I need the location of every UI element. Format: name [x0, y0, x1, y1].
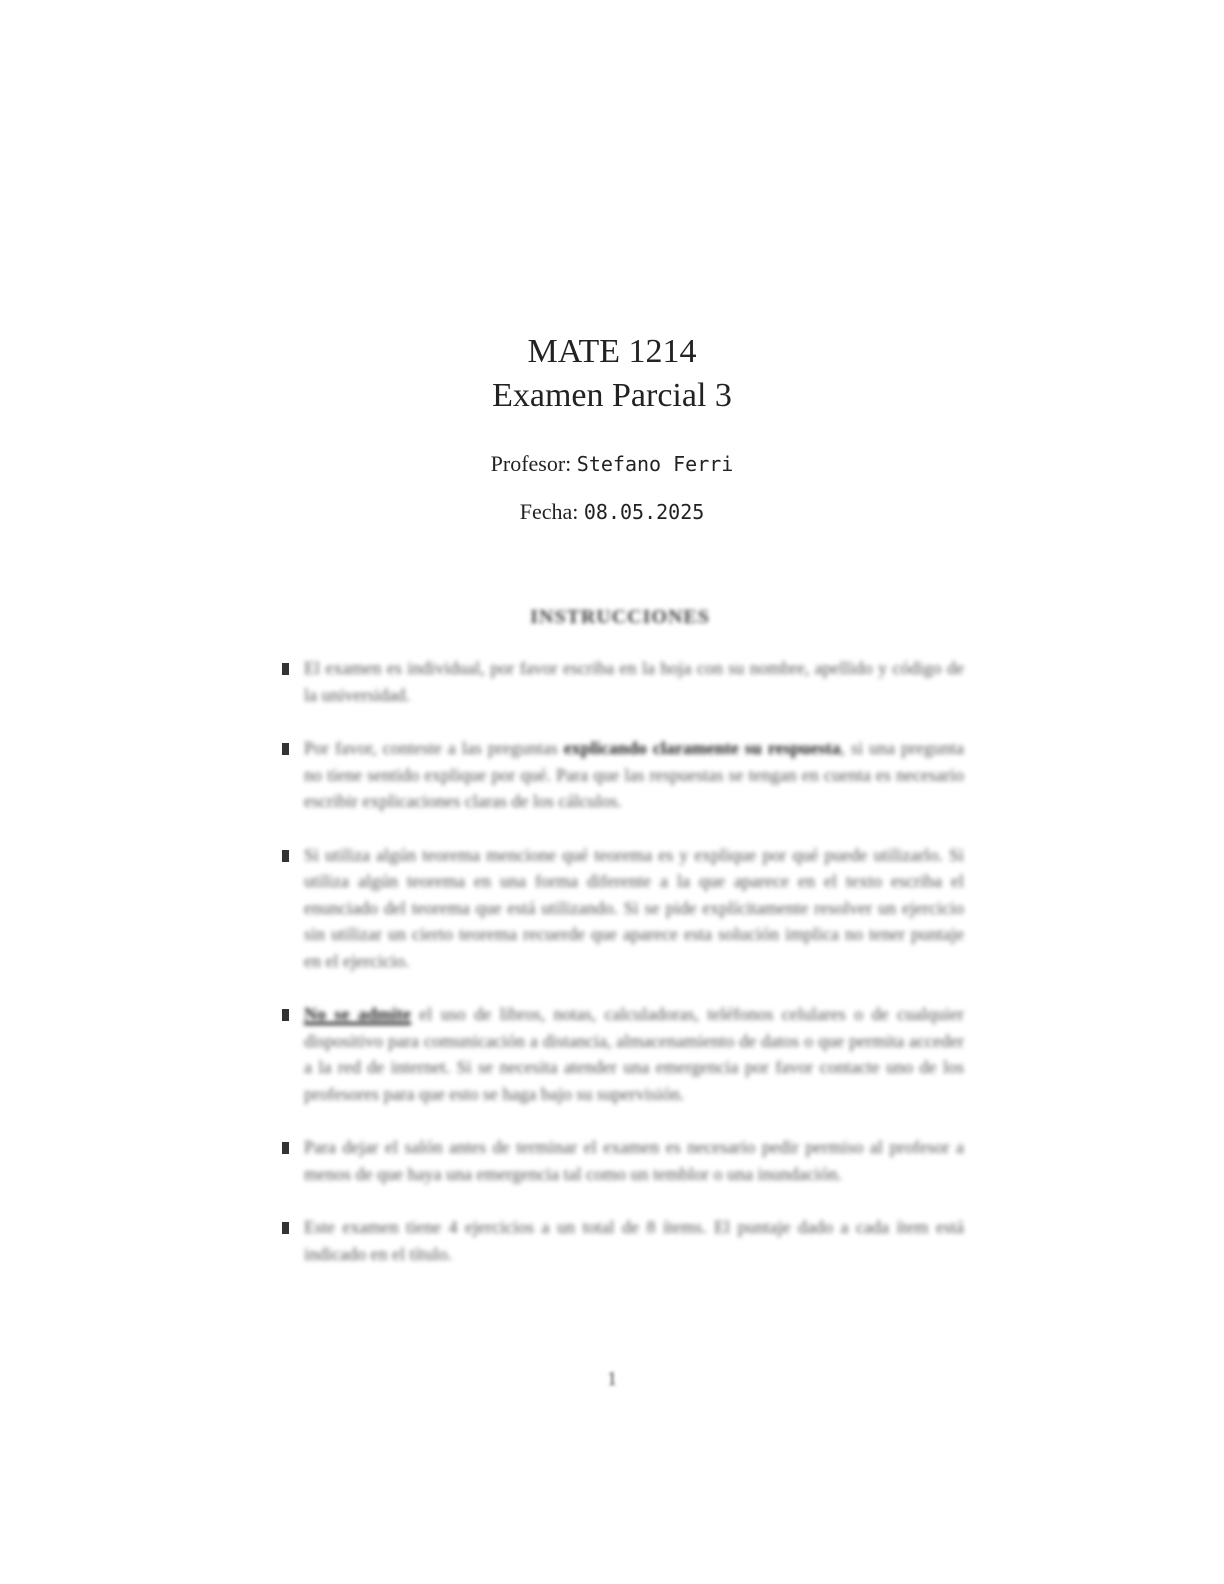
professor-name: Stefano Ferri	[576, 452, 734, 476]
instruction-item-5	[280, 1134, 964, 1187]
bullet-icon	[282, 1142, 289, 1154]
page-number: 1	[607, 1368, 617, 1390]
date-line	[0, 498, 1224, 526]
bullet-icon	[282, 1009, 289, 1021]
instruction-item-4	[280, 1001, 964, 1107]
instruction-text: El examen es individual, por favor escriba en la hoja con su nombre, apellido y código de la universidad.	[304, 658, 964, 705]
exam-header	[0, 330, 1224, 526]
bullet-icon	[282, 1222, 289, 1234]
professor-line	[0, 450, 1224, 478]
professor-label: Profesor:	[490, 451, 572, 476]
instruction-text: Este examen tiene 4 ejercicios a un total de 8 ítems. El puntaje dado a cada ítem está indicado en el título.	[304, 1217, 964, 1264]
instruction-item-3	[280, 842, 964, 975]
instruction-text-cont: , si una pregunta no tiene sentido explique por qué. Para que las respuestas se tengan en cuenta es necesario escribir explicaciones claras de los cálculos.	[304, 738, 965, 811]
instruction-text-cont: el uso de libros, notas, calculadoras, teléfonos celulares o de cualquier dispositivo para comunicación a distancia, almacenamiento de datos o que permita acceder a la red de internet. Si se necesita atender una emergencia por favor contacte uno de los profesores para que esto se haga bajo su supervisión.	[304, 1004, 964, 1104]
exam-title: Examen Parcial 3	[492, 377, 732, 414]
instructions-list	[280, 655, 964, 1267]
bullet-icon	[282, 663, 289, 675]
course-code: MATE 1214	[527, 333, 697, 370]
instructions-heading: INSTRUCCIONES	[530, 606, 710, 628]
instruction-emphasis: explicando claramente su respuesta	[563, 738, 841, 758]
instruction-text: Si utiliza algún teorema mencione qué teorema es y explique por qué puede utilizarlo. Si utiliza algún teorema en una forma diferente a la que aparece en el texto escriba el enunciado del teorema que está utilizando. Si se pide explícitamente resolver un ejercicio sin utilizar un cierto teorema recuerde que aparece esta solución implica no tener puntaje en el ejercicio.	[304, 844, 964, 971]
instruction-item-6	[280, 1214, 964, 1267]
date-label: Fecha:	[519, 499, 579, 524]
bullet-icon	[282, 850, 289, 862]
instructions-section	[280, 606, 964, 1294]
instruction-item-2	[280, 735, 964, 815]
instruction-item-1	[280, 655, 964, 708]
instruction-text: Por favor, conteste a las preguntas	[304, 738, 564, 758]
date-value: 08.05.2025	[583, 500, 705, 524]
instruction-text: Para dejar el salón antes de terminar el examen es necesario pedir permiso al profesor a menos de que haya una emergencia tal como un temblor o una inundación.	[304, 1137, 964, 1184]
instruction-emphasis: No se admite	[304, 1004, 411, 1024]
bullet-icon	[282, 743, 289, 755]
